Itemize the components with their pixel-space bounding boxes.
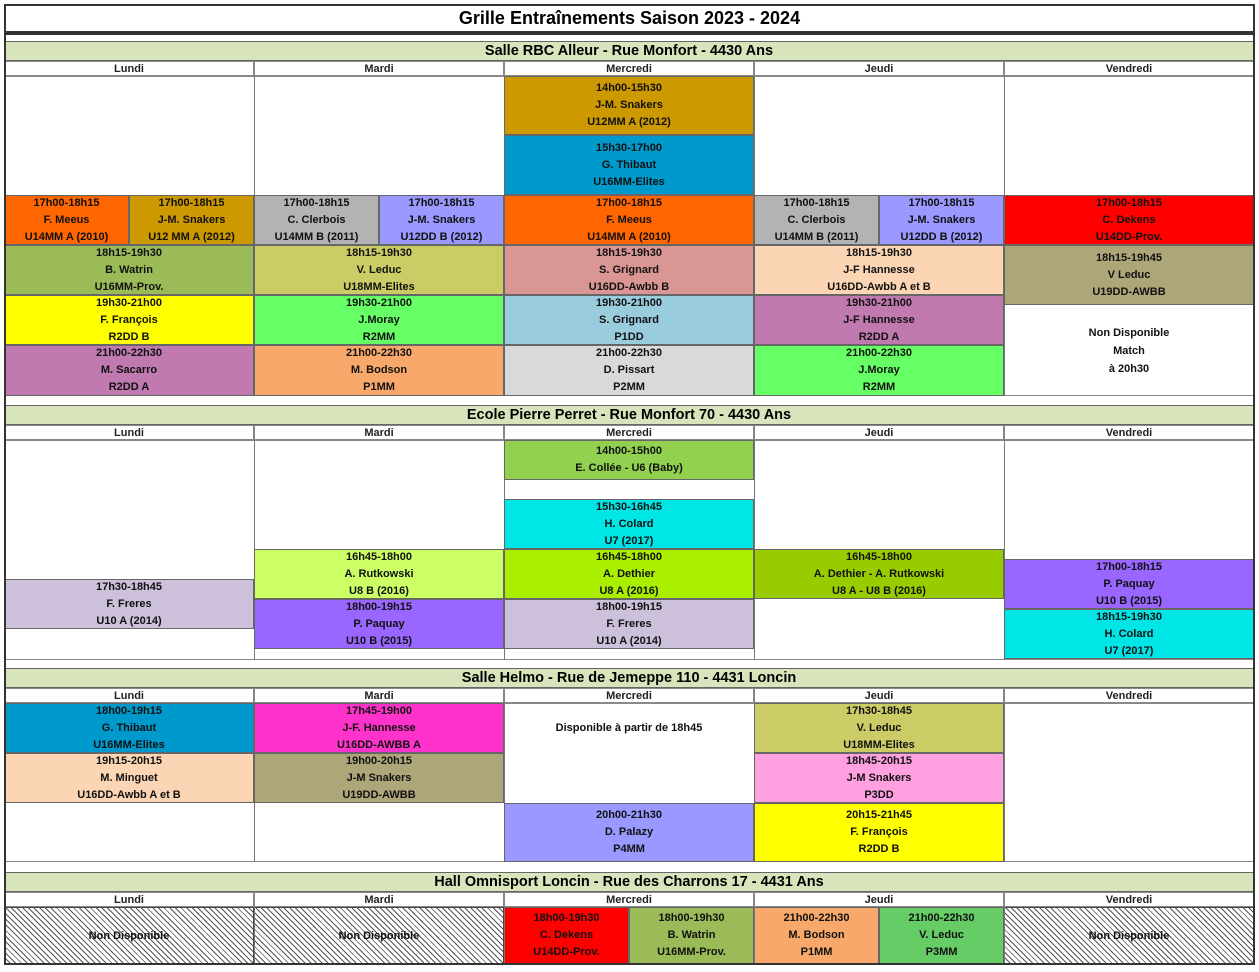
slot-coach: B. Watrin bbox=[667, 929, 716, 941]
slot-team: P2MM bbox=[613, 381, 645, 393]
slot-team: U16DD-AWBB A bbox=[337, 738, 421, 751]
slot-team: P3DD bbox=[864, 788, 894, 801]
slot-team: U18MM-Elites bbox=[843, 738, 915, 751]
slot-time: 17h00-18h15 bbox=[33, 196, 100, 209]
slot-time: 18h15-19h30 bbox=[345, 246, 413, 259]
training-slot[interactable] bbox=[129, 195, 254, 245]
slot-time: 18h15-19h30 bbox=[1095, 610, 1163, 623]
training-slot[interactable] bbox=[504, 195, 754, 245]
slot-coach: G. Thibaut bbox=[601, 158, 657, 171]
column-divider bbox=[1004, 703, 1005, 862]
slot-coach: J.Moray bbox=[358, 313, 400, 326]
note-line: Match bbox=[1113, 344, 1145, 357]
slot-coach: J-M. Snakers bbox=[407, 213, 476, 226]
note-line: à 20h30 bbox=[1108, 362, 1150, 375]
slot-coach: D. Palazy bbox=[604, 826, 654, 838]
training-slot[interactable] bbox=[1004, 609, 1254, 659]
venue-title: Hall Omnisport Loncin - Rue des Charrons 17 - 4431 Ans bbox=[4, 872, 1254, 892]
day-header-vendredi: Vendredi bbox=[1004, 892, 1254, 907]
day-header-mardi: Mardi bbox=[254, 892, 504, 907]
slot-time: 18h00-19h15 bbox=[345, 600, 413, 613]
training-slot[interactable] bbox=[754, 295, 1004, 345]
slot-coach: E. Collée - U6 (Baby) bbox=[575, 462, 683, 474]
unavailable-cell bbox=[4, 907, 254, 964]
slot-coach: B. Watrin bbox=[105, 263, 153, 276]
slot-team: U14DD-Prov. bbox=[533, 946, 600, 958]
training-slot[interactable] bbox=[754, 803, 1004, 862]
slot-time: 17h00-18h15 bbox=[158, 196, 225, 209]
slot-coach: J.Moray bbox=[858, 364, 900, 376]
slot-team: U8 A (2016) bbox=[599, 584, 659, 597]
slot-coach: S. Grignard bbox=[599, 313, 659, 326]
training-slot[interactable] bbox=[504, 295, 754, 345]
slot-coach: C. Dekens bbox=[539, 929, 594, 941]
column-divider bbox=[1254, 76, 1255, 396]
slot-time: 17h00-18h15 bbox=[908, 196, 975, 209]
training-slot[interactable] bbox=[504, 245, 754, 295]
slot-time: 20h15-21h45 bbox=[845, 809, 913, 821]
slot-time: 21h00-22h30 bbox=[595, 347, 663, 359]
slot-coach: J-M. Snakers bbox=[595, 99, 663, 111]
slot-time: 17h00-18h15 bbox=[1095, 560, 1163, 573]
slot-coach: V Leduc bbox=[1107, 268, 1151, 281]
slot-coach: F. Meeus bbox=[43, 213, 90, 226]
day-header-lundi: Lundi bbox=[4, 425, 254, 440]
page-title: Grille Entraînements Saison 2023 - 2024 bbox=[4, 4, 1255, 33]
slot-time: 16h45-18h00 bbox=[595, 550, 663, 563]
training-slot[interactable] bbox=[754, 703, 1004, 753]
training-slot[interactable] bbox=[254, 295, 504, 345]
slot-coach: G. Thibaut bbox=[101, 721, 157, 734]
training-slot[interactable] bbox=[879, 195, 1004, 245]
slot-team: U19DD-AWBB bbox=[342, 788, 416, 801]
slot-time: 16h45-18h00 bbox=[845, 550, 913, 563]
note-line: Disponible à partir de 18h45 bbox=[555, 722, 703, 734]
day-header-mercredi: Mercredi bbox=[504, 61, 754, 76]
slot-coach: M. Sacarro bbox=[100, 364, 158, 376]
slot-team: R2MM bbox=[362, 330, 396, 343]
slot-time: 18h15-19h30 bbox=[845, 246, 913, 259]
slot-team: R2DD A bbox=[858, 330, 900, 343]
slot-time: 18h00-19h30 bbox=[533, 912, 600, 924]
day-header-mercredi: Mercredi bbox=[504, 425, 754, 440]
slot-time: 17h45-19h00 bbox=[345, 704, 413, 717]
training-slot[interactable] bbox=[4, 703, 254, 753]
slot-time: 18h15-19h30 bbox=[595, 246, 663, 259]
training-slot[interactable] bbox=[504, 76, 754, 135]
column-divider bbox=[504, 907, 505, 964]
training-slot[interactable] bbox=[879, 907, 1004, 964]
slot-time: 17h00-18h15 bbox=[283, 196, 350, 209]
slot-coach: V. Leduc bbox=[919, 929, 964, 941]
slot-coach: J-M. Snakers bbox=[907, 213, 976, 226]
slot-coach: F. François bbox=[850, 826, 908, 838]
slot-team: R2DD B bbox=[858, 843, 900, 855]
day-header-mercredi: Mercredi bbox=[504, 892, 754, 907]
training-slot[interactable] bbox=[4, 245, 254, 295]
day-header-jeudi: Jeudi bbox=[754, 425, 1004, 440]
training-slot[interactable] bbox=[754, 195, 879, 245]
venue-title: Salle Helmo - Rue de Jemeppe 110 - 4431 Loncin bbox=[4, 668, 1254, 688]
slot-team: U18MM-Elites bbox=[343, 280, 415, 293]
unavailable-cell bbox=[254, 907, 504, 964]
training-slot[interactable] bbox=[504, 549, 754, 599]
slot-coach: S. Grignard bbox=[599, 263, 659, 276]
unavailable-label: Non Disponible bbox=[88, 929, 170, 942]
slot-team: P1MM bbox=[800, 946, 833, 958]
column-divider bbox=[1254, 703, 1255, 862]
slot-time: 18h00-19h15 bbox=[95, 704, 163, 717]
training-slot[interactable] bbox=[504, 803, 754, 862]
slot-time: 16h45-18h00 bbox=[345, 550, 413, 563]
slot-time: 17h00-18h15 bbox=[1095, 196, 1163, 209]
training-slot[interactable] bbox=[1004, 195, 1254, 245]
slot-time: 21h00-22h30 bbox=[345, 347, 413, 359]
day-header-vendredi: Vendredi bbox=[1004, 425, 1254, 440]
slot-time: 19h15-20h15 bbox=[95, 754, 163, 767]
slot-time: 19h00-20h15 bbox=[345, 754, 413, 767]
slot-coach: J-M Snakers bbox=[346, 771, 412, 784]
day-header-lundi: Lundi bbox=[4, 688, 254, 703]
slot-coach: C. Clerbois bbox=[787, 213, 846, 226]
slot-team: U10 B (2015) bbox=[345, 634, 413, 647]
training-slot[interactable] bbox=[754, 345, 1004, 396]
column-divider bbox=[4, 907, 5, 964]
column-divider bbox=[754, 907, 755, 964]
availability-note bbox=[504, 703, 754, 753]
column-divider bbox=[1004, 907, 1005, 964]
slot-time: 17h00-18h15 bbox=[783, 196, 850, 209]
slot-team: U12DD B (2012) bbox=[900, 230, 983, 243]
day-header-vendredi: Vendredi bbox=[1004, 61, 1254, 76]
slot-coach: J-F. Hannesse bbox=[342, 721, 416, 734]
venue-title: Ecole Pierre Perret - Rue Monfort 70 - 4430 Ans bbox=[4, 405, 1254, 425]
column-divider bbox=[1254, 440, 1255, 660]
slot-team: U8 A - U8 B (2016) bbox=[832, 584, 926, 597]
slot-team: U10 A (2014) bbox=[96, 614, 162, 627]
slot-time: 19h30-21h00 bbox=[595, 296, 663, 309]
day-header-mardi: Mardi bbox=[254, 61, 504, 76]
slot-coach: A. Dethier - A. Rutkowski bbox=[813, 567, 945, 580]
slot-team: U7 (2017) bbox=[1104, 644, 1154, 657]
slot-team: U16MM-Elites bbox=[593, 175, 665, 188]
slot-coach: P. Paquay bbox=[1103, 577, 1155, 590]
slot-time: 18h00-19h15 bbox=[595, 600, 663, 613]
slot-time: 18h00-19h30 bbox=[658, 912, 725, 924]
slot-team: U16DD-Awbb A et B bbox=[827, 280, 931, 293]
note-line: Non Disponible bbox=[1088, 326, 1170, 339]
slot-time: 17h30-18h45 bbox=[845, 704, 913, 717]
slot-time: 18h45-20h15 bbox=[845, 754, 913, 767]
slot-coach: J-M Snakers bbox=[846, 771, 912, 784]
day-header-jeudi: Jeudi bbox=[754, 892, 1004, 907]
day-header-jeudi: Jeudi bbox=[754, 688, 1004, 703]
training-slot[interactable] bbox=[1004, 559, 1254, 609]
slot-time: 17h00-18h15 bbox=[408, 196, 475, 209]
slot-team: U16DD-Awbb A et B bbox=[77, 788, 181, 801]
slot-coach: J-F Hannesse bbox=[843, 263, 915, 276]
slot-time: 21h00-22h30 bbox=[783, 912, 850, 924]
slot-time: 21h00-22h30 bbox=[95, 347, 163, 359]
slot-coach: C. Clerbois bbox=[287, 213, 346, 226]
training-slot[interactable] bbox=[254, 753, 504, 803]
training-slot[interactable] bbox=[754, 907, 879, 964]
slot-coach: F. Freres bbox=[606, 617, 652, 630]
training-slot[interactable] bbox=[4, 753, 254, 803]
slot-team: U16MM-Prov. bbox=[94, 280, 164, 293]
training-slot[interactable] bbox=[504, 135, 754, 195]
day-header-jeudi: Jeudi bbox=[754, 61, 1004, 76]
slot-coach: V. Leduc bbox=[856, 721, 902, 734]
slot-coach: H. Colard bbox=[604, 517, 654, 530]
day-header-lundi: Lundi bbox=[4, 892, 254, 907]
training-slot[interactable] bbox=[504, 345, 754, 396]
training-slot[interactable] bbox=[504, 499, 754, 549]
slot-team: U14MM B (2011) bbox=[774, 230, 859, 243]
slot-time: 21h00-22h30 bbox=[845, 347, 913, 359]
slot-coach: M. Bodson bbox=[350, 364, 408, 376]
slot-time: 19h30-21h00 bbox=[845, 296, 913, 309]
training-slot[interactable] bbox=[254, 195, 379, 245]
training-slot[interactable] bbox=[379, 195, 504, 245]
slot-coach: D. Pissart bbox=[603, 364, 655, 376]
day-header-mercredi: Mercredi bbox=[504, 688, 754, 703]
slot-team: U16DD-Awbb B bbox=[588, 280, 670, 293]
slot-team: U8 B (2016) bbox=[349, 584, 409, 597]
slot-team: U16MM-Prov. bbox=[657, 946, 726, 958]
slot-coach: F. Meeus bbox=[606, 213, 652, 226]
unavailable-label: Non Disponible bbox=[1088, 929, 1170, 942]
slot-coach: M. Minguet bbox=[100, 771, 158, 784]
training-slot[interactable] bbox=[754, 549, 1004, 599]
slot-coach: F. François bbox=[100, 313, 158, 326]
training-slot[interactable] bbox=[254, 345, 504, 396]
training-slot[interactable] bbox=[254, 245, 504, 295]
slot-coach: P. Paquay bbox=[353, 617, 405, 630]
slot-team: U12 MM A (2012) bbox=[148, 230, 235, 243]
slot-team: U10 B (2015) bbox=[1095, 594, 1163, 607]
slot-time: 19h30-21h00 bbox=[95, 296, 163, 309]
slot-time: 14h00-15h30 bbox=[595, 82, 663, 94]
slot-coach: H. Colard bbox=[1104, 627, 1154, 640]
day-header-vendredi: Vendredi bbox=[1004, 688, 1254, 703]
slot-team: U10 A (2014) bbox=[596, 634, 662, 647]
slot-time: 15h30-16h45 bbox=[595, 500, 663, 513]
slot-team: U7 (2017) bbox=[604, 534, 654, 547]
slot-team: R2DD B bbox=[108, 330, 150, 343]
slot-team: U19DD-AWBB bbox=[1092, 285, 1166, 298]
slot-team: P3MM bbox=[925, 946, 958, 958]
slot-coach: A. Rutkowski bbox=[344, 567, 414, 580]
slot-team: U12DD B (2012) bbox=[400, 230, 483, 243]
day-header-mardi: Mardi bbox=[254, 425, 504, 440]
slot-time: 15h30-17h00 bbox=[595, 141, 663, 154]
slot-team: U14DD-Prov. bbox=[1095, 230, 1163, 243]
slot-coach: C. Dekens bbox=[1102, 213, 1156, 226]
day-header-lundi: Lundi bbox=[4, 61, 254, 76]
training-slot[interactable] bbox=[754, 245, 1004, 295]
training-slot[interactable] bbox=[629, 907, 754, 964]
unavailable-cell bbox=[1004, 907, 1254, 964]
slot-team: R2MM bbox=[862, 381, 896, 393]
slot-team: U14MM A (2010) bbox=[24, 230, 109, 243]
training-slot[interactable] bbox=[254, 703, 504, 753]
slot-team: P4MM bbox=[613, 843, 645, 855]
column-divider bbox=[254, 907, 255, 964]
slot-coach: J-M. Snakers bbox=[157, 213, 226, 226]
training-slot[interactable] bbox=[504, 599, 754, 649]
training-slot[interactable] bbox=[254, 549, 504, 599]
unavailable-note bbox=[1004, 305, 1254, 396]
slot-time: 18h15-19h30 bbox=[95, 246, 163, 259]
training-slot[interactable] bbox=[504, 907, 629, 964]
slot-coach: J-F Hannesse bbox=[843, 313, 915, 326]
column-divider bbox=[1254, 907, 1255, 964]
day-header-mardi: Mardi bbox=[254, 688, 504, 703]
slot-coach: V. Leduc bbox=[356, 263, 402, 276]
slot-time: 14h00-15h00 bbox=[595, 445, 663, 457]
slot-team: U16MM-Elites bbox=[93, 738, 165, 751]
slot-coach: F. Freres bbox=[106, 597, 152, 610]
venue-title: Salle RBC Alleur - Rue Monfort - 4430 Ans bbox=[4, 41, 1254, 61]
training-slot[interactable] bbox=[504, 440, 754, 480]
slot-team: P1DD bbox=[614, 330, 644, 343]
slot-team: R2DD A bbox=[108, 381, 150, 393]
slot-time: 19h30-21h00 bbox=[345, 296, 413, 309]
slot-team: U14MM A (2010) bbox=[587, 230, 671, 243]
slot-time: 17h30-18h45 bbox=[95, 580, 163, 593]
slot-coach: M. Bodson bbox=[788, 929, 845, 941]
training-slot[interactable] bbox=[4, 295, 254, 345]
training-slot[interactable] bbox=[4, 345, 254, 396]
training-slot[interactable] bbox=[4, 579, 254, 629]
slot-time: 18h15-19h45 bbox=[1095, 251, 1163, 264]
slot-time: 20h00-21h30 bbox=[595, 809, 663, 821]
slot-team: U14MM B (2011) bbox=[274, 230, 359, 243]
slot-team: P1MM bbox=[363, 381, 395, 393]
unavailable-label: Non Disponible bbox=[338, 929, 420, 942]
training-slot[interactable] bbox=[254, 599, 504, 649]
slot-time: 17h00-18h15 bbox=[595, 196, 663, 209]
slot-team: U12MM A (2012) bbox=[587, 116, 671, 128]
slot-time: 21h00-22h30 bbox=[908, 912, 975, 924]
slot-coach: A. Dethier bbox=[603, 567, 655, 580]
training-slot[interactable] bbox=[754, 753, 1004, 803]
training-slot[interactable] bbox=[4, 195, 129, 245]
training-slot[interactable] bbox=[1004, 245, 1254, 305]
